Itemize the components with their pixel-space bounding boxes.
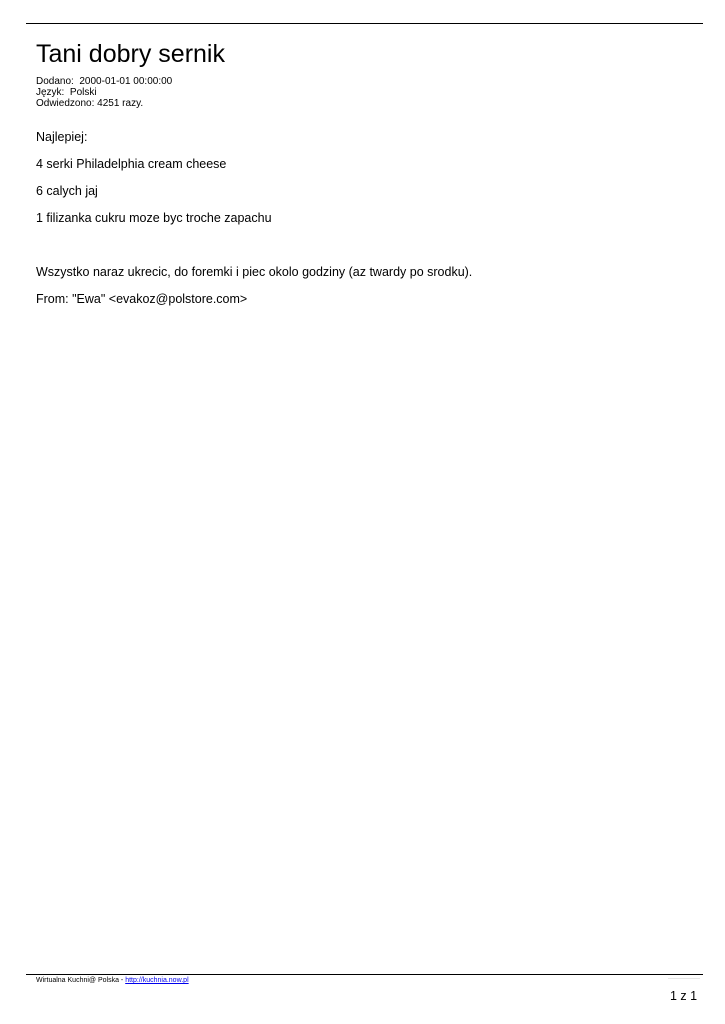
meta-language <box>36 87 172 98</box>
footer <box>36 976 189 985</box>
recipe-meta <box>36 76 172 109</box>
body-line-intro: Najlepiej: <box>36 130 88 144</box>
body-line-ingredient: 4 serki Philadelphia cream cheese <box>36 157 227 171</box>
footer-site-text: Wirtualna Kuchni@ Polska - <box>36 977 126 984</box>
meta-visited: Odwiedzono: 4251 razy. <box>36 98 144 109</box>
body-line-ingredient: 1 filizanka cukru moze byc troche zapachu <box>36 211 272 225</box>
body-line-ingredient: 6 calych jaj <box>36 184 98 198</box>
meta-language-label: Język: <box>36 87 65 98</box>
meta-added-value: 2000-01-01 00:00:00 <box>79 76 173 87</box>
page-indicator: 1 z 1 <box>670 989 698 1003</box>
footer-site-link[interactable]: http://kuchnia.now.pl <box>125 977 189 984</box>
footer-divider <box>26 974 703 975</box>
meta-added-label: Dodano: <box>36 76 74 87</box>
footer-faint-mark <box>668 978 700 979</box>
meta-added <box>36 76 172 87</box>
header-divider <box>26 23 703 24</box>
recipe-title: Tani dobry sernik <box>36 40 225 68</box>
meta-language-value: Polski <box>69 87 97 98</box>
body-line-instructions: Wszystko naraz ukrecic, do foremki i piec okolo godziny (az twardy po srodku). <box>36 265 473 279</box>
body-line-author: From: "Ewa" <evakoz@polstore.com> <box>36 292 248 306</box>
